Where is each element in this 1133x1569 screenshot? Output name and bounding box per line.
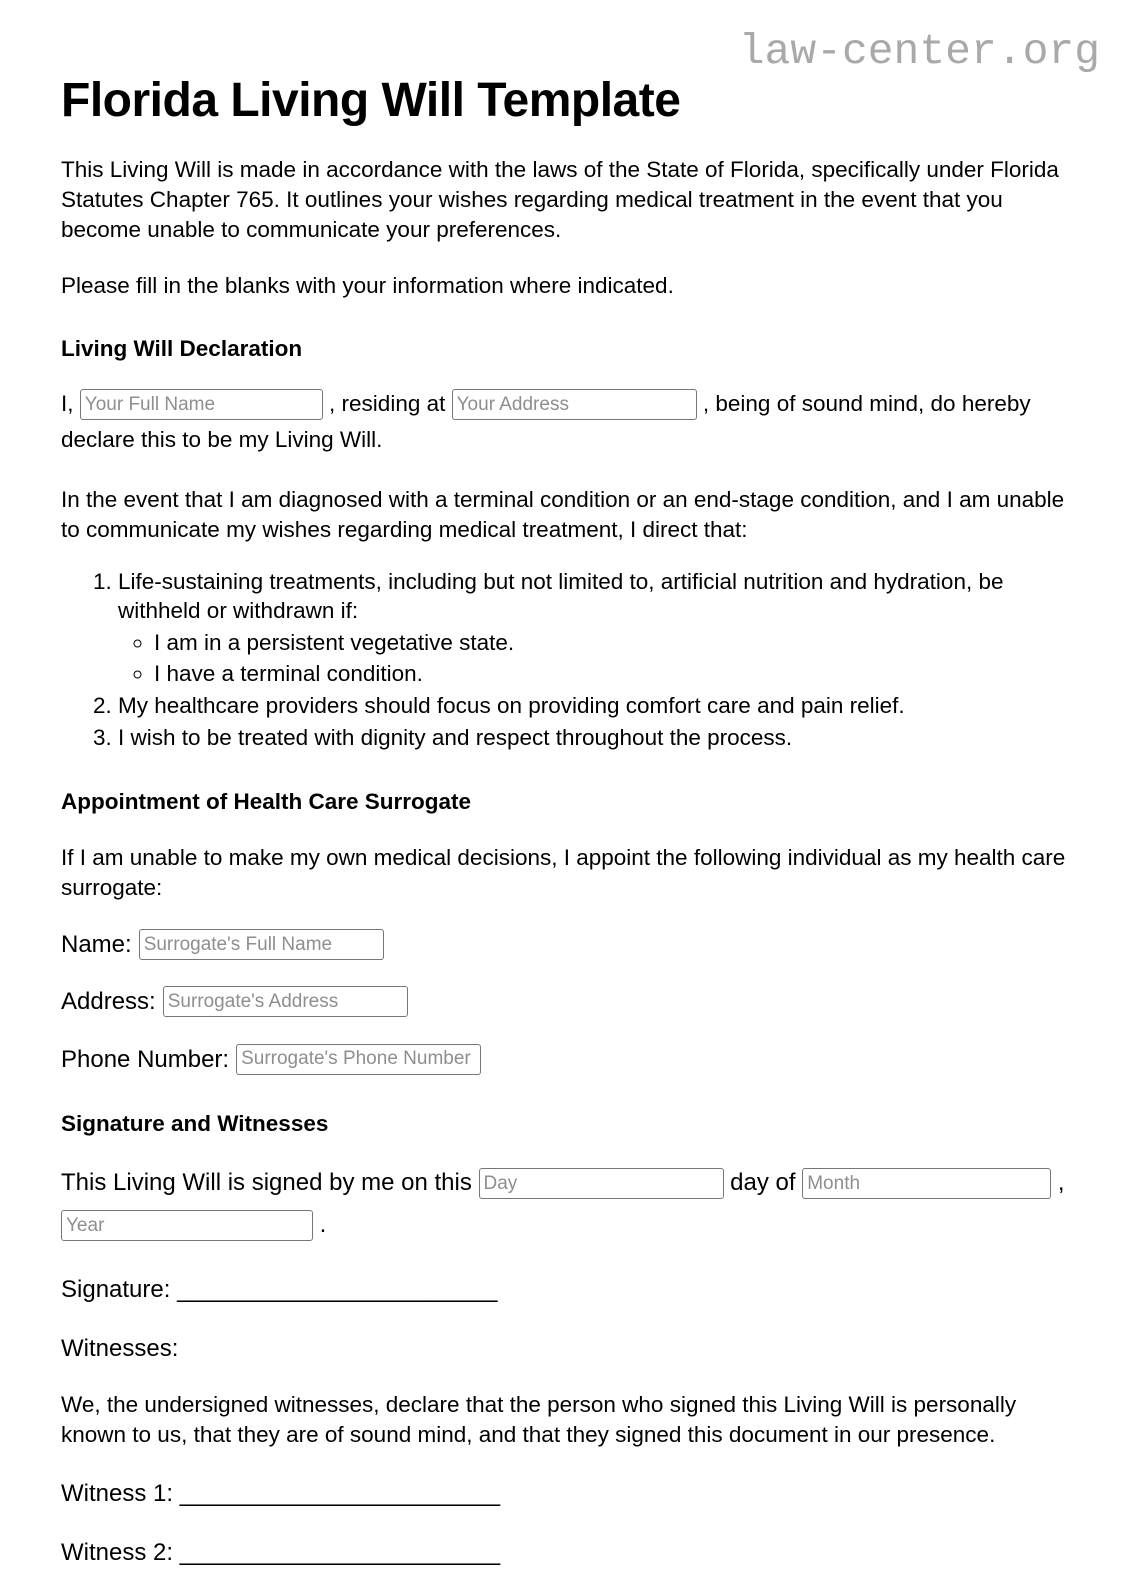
year-input[interactable]: [61, 1210, 313, 1241]
surrogate-name-row: [61, 929, 1072, 960]
signature-rule: ________________________: [177, 1275, 498, 1303]
witness-2-row: [61, 1537, 1072, 1568]
section-heading-signature: Signature and Witnesses: [61, 1110, 329, 1136]
surrogate-phone-label: Phone Number:: [61, 1045, 230, 1073]
surrogate-name-input[interactable]: [139, 929, 384, 960]
declaration-mid-text: , residing at: [329, 390, 446, 416]
date-period-text: .: [319, 1210, 327, 1238]
address-input[interactable]: [452, 389, 697, 420]
signature-line-row: [61, 1274, 1072, 1305]
intro-paragraph-2: Please fill in the blanks with your information where indicated.: [61, 272, 674, 298]
surrogate-address-input[interactable]: [163, 986, 408, 1017]
section-heading-declaration: Living Will Declaration: [61, 336, 303, 362]
witness-1-rule: ________________________: [179, 1480, 501, 1508]
section-heading-surrogate: Appointment of Health Care Surrogate: [61, 789, 472, 815]
surrogate-address-label: Address:: [61, 988, 156, 1016]
list-item: 3. I wish to be treated with dignity and respect throughout the process.: [118, 723, 1072, 753]
signature-label: Signature:: [61, 1275, 171, 1303]
witness-2-label: Witness 2:: [61, 1539, 174, 1567]
page-title: Florida Living Will Template: [61, 74, 681, 127]
surrogate-paragraph: If I am unable to make my own medical decisions, I appoint the following individual as my health care surrogate:: [61, 845, 1066, 901]
day-input[interactable]: [479, 1168, 724, 1199]
surrogate-phone-row: [61, 1044, 1072, 1075]
date-mid-text: day of: [730, 1168, 796, 1196]
directives-list: [61, 567, 1072, 754]
witness-2-rule: ________________________: [179, 1539, 501, 1567]
condition-paragraph: In the event that I am diagnosed with a terminal condition or an end-stage condition, and I am unable to communicate my wishes regarding medical treatment, I direct that:: [61, 486, 1065, 542]
declaration-prefix-text: I,: [61, 390, 74, 416]
list-item: [118, 567, 1072, 690]
signing-date-sentence: [61, 1162, 1072, 1246]
month-input[interactable]: [802, 1168, 1051, 1199]
surrogate-phone-input[interactable]: [236, 1044, 481, 1075]
directive-1-text: Life-sustaining treatments, including but not limited to, artificial nutrition and hydration, be withheld or withdrawn if:: [118, 568, 1004, 624]
date-comma-text: ,: [1057, 1168, 1065, 1196]
site-watermark: law-center.org: [738, 27, 1100, 76]
date-prefix-text: This Living Will is signed by me on this: [61, 1168, 472, 1196]
surrogate-name-label: Name:: [61, 931, 132, 959]
surrogate-address-row: [61, 986, 1072, 1017]
witness-1-label: Witness 1:: [61, 1480, 174, 1508]
witnesses-label: Witnesses:: [61, 1335, 179, 1363]
list-item: ◦ I am in a persistent vegetative state.: [154, 628, 1072, 658]
full-name-input[interactable]: [80, 389, 323, 420]
intro-paragraph-1: This Living Will is made in accordance with the laws of the State of Florida, specifically under Florida Statutes Chapter 765. It outlines your wishes regarding medical treatment in the event that you become unable to communicate your preferences.: [61, 156, 1059, 242]
witness-statement: We, the undersigned witnesses, declare that the person who signed this Living Will is personally known to us, that they are of sound mind, and that they signed this document in our presence.: [61, 1392, 1017, 1448]
declaration-suffix-text: , being of sound mind, do hereby declare this to be my Living Will.: [61, 390, 1031, 452]
directive-1-subpoints: [118, 628, 1072, 689]
list-item: 2. My healthcare providers should focus on providing comfort care and pain relief.: [118, 691, 1072, 721]
declaration-sentence: [61, 386, 1072, 458]
list-item: ◦ I have a terminal condition.: [154, 659, 1072, 689]
witness-1-row: [61, 1478, 1072, 1509]
